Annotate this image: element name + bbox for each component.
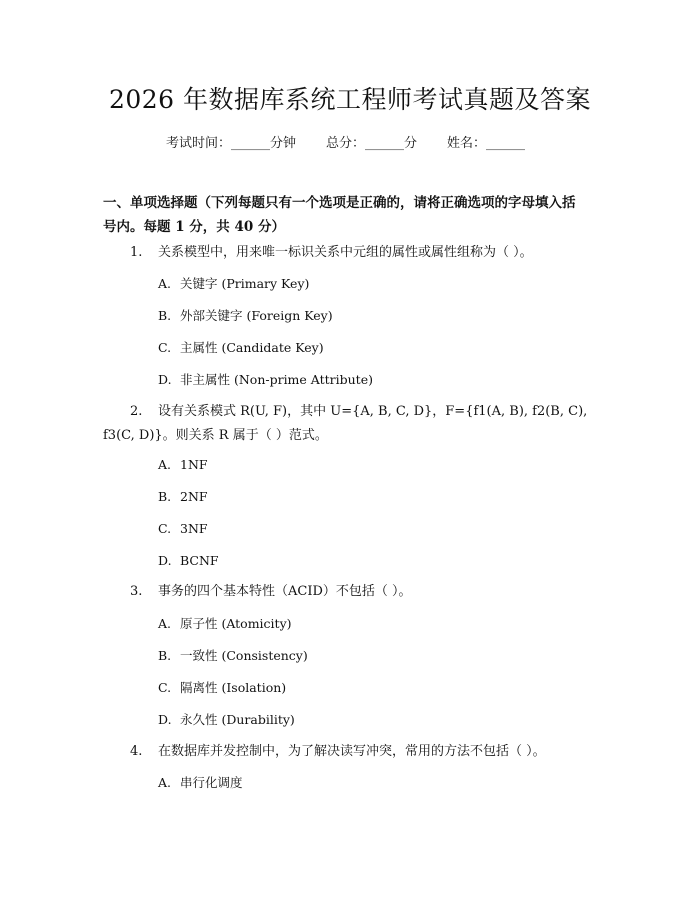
option-text: 主属性 (Candidate Key) [180, 340, 324, 355]
option-letter: A. [158, 457, 172, 472]
question-2 [103, 400, 595, 448]
name-field: 姓名：______ [447, 136, 526, 151]
option-letter: A. [158, 276, 172, 291]
option-letter: C. [158, 521, 172, 536]
option-3c [158, 678, 286, 698]
exam-time-field: 考试时间：______分钟 [166, 136, 297, 151]
question-text-line1: 设有关系模式 R(U, F)，其中 U={A, B, C, D}，F={f1(A, B), f2(B, C), [158, 404, 588, 419]
exam-meta [166, 132, 525, 151]
option-3a [158, 614, 292, 634]
question-number: 4. [130, 744, 143, 759]
option-text: 3NF [180, 521, 208, 536]
question-4 [103, 740, 595, 764]
question-number: 1. [130, 245, 143, 260]
option-letter: B. [158, 489, 172, 504]
page-title: 2026 年数据库系统工程师考试真题及答案 [108, 85, 592, 114]
option-text: 2NF [180, 489, 208, 504]
option-letter: D. [158, 712, 172, 727]
option-3d [158, 710, 295, 730]
option-text: 原子性 (Atomicity) [180, 616, 292, 631]
option-text: BCNF [180, 553, 219, 568]
question-text: 在数据库并发控制中，为了解决读写冲突，常用的方法不包括（ ）。 [158, 744, 546, 759]
option-2c [158, 519, 208, 539]
question-3 [103, 580, 595, 604]
total-score-field: 总分：______分 [326, 136, 418, 151]
option-letter: B. [158, 308, 172, 323]
option-letter: D. [158, 553, 172, 568]
question-text: 关系模型中，用来唯一标识关系中元组的属性或属性组称为（ ）。 [158, 245, 533, 260]
option-text: 一致性 (Consistency) [180, 648, 308, 663]
option-text: 永久性 (Durability) [180, 712, 295, 727]
option-1c [158, 338, 324, 358]
option-text: 非主属性 (Non-prime Attribute) [180, 372, 373, 387]
question-text-line2: f3(C, D)}。则关系 R 属于（ ）范式。 [103, 428, 328, 443]
question-number: 3. [130, 584, 143, 599]
option-1b [158, 306, 333, 326]
option-text: 隔离性 (Isolation) [180, 680, 287, 695]
option-letter: D. [158, 372, 172, 387]
option-1d [158, 370, 373, 390]
question-1 [103, 241, 595, 265]
option-3b [158, 646, 308, 666]
option-letter: B. [158, 648, 172, 663]
option-letter: C. [158, 340, 172, 355]
question-number: 2. [130, 404, 143, 419]
option-4a [158, 773, 243, 793]
section-heading-line2: 号内。每题 1 分，共 40 分） [103, 219, 285, 235]
option-text: 串行化调度 [180, 775, 243, 790]
option-text: 关键字 (Primary Key) [180, 276, 310, 291]
option-text: 外部关键字 (Foreign Key) [180, 308, 333, 323]
option-2b [158, 487, 208, 507]
section-heading-line1: 一、单项选择题（下列每题只有一个选项是正确的，请将正确选项的字母填入括 [103, 195, 576, 211]
section-heading [103, 191, 595, 239]
option-1a [158, 274, 309, 294]
option-letter: A. [158, 616, 172, 631]
question-text: 事务的四个基本特性（ACID）不包括（ ）。 [158, 584, 412, 599]
option-2d [158, 551, 219, 571]
option-letter: C. [158, 680, 172, 695]
option-text: 1NF [180, 457, 208, 472]
option-2a [158, 455, 208, 475]
option-letter: A. [158, 775, 172, 790]
